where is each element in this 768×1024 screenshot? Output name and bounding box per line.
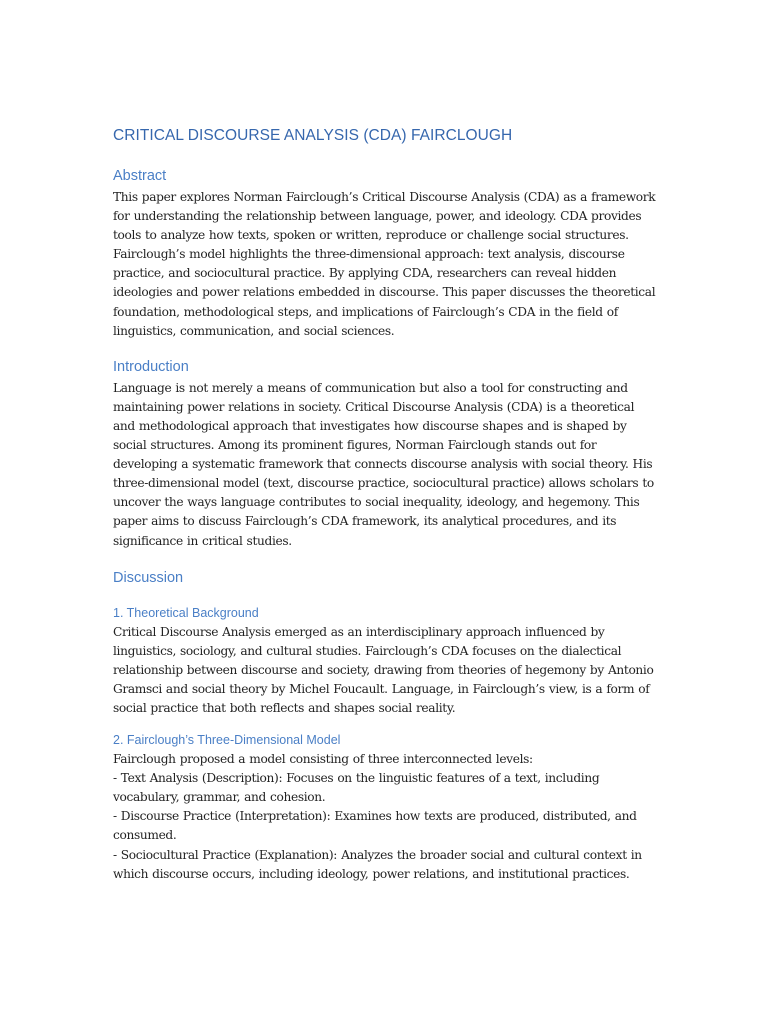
- introduction-line: three-dimensional model (text, discourse practice, sociocultural practice) allows scholars to: [113, 476, 654, 491]
- theoretical-background-line: social practice that both reflects and shapes social reality.: [113, 700, 456, 715]
- three-dimensional-model-line: vocabulary, grammar, and cohesion.: [113, 790, 326, 805]
- abstract-line: practice, and sociocultural practice. By applying CDA, researchers can reveal hidden: [113, 266, 617, 281]
- theoretical-background-line: Critical Discourse Analysis emerged as an interdisciplinary approach influenced by: [113, 624, 605, 639]
- abstract-line: for understanding the relationship between language, power, and ideology. CDA provides: [113, 209, 642, 224]
- theoretical-background-paragraph: [113, 623, 654, 718]
- abstract-line: linguistics, communication, and social sciences.: [113, 323, 395, 338]
- three-dimensional-model-paragraph: [113, 750, 643, 884]
- theoretical-background-line: relationship between discourse and society, drawing from theories of hegemony by Antonio: [113, 662, 654, 677]
- introduction-line: maintaining power relations in society. Critical Discourse Analysis (CDA) is a theoretical: [113, 399, 635, 414]
- introduction-line: developing a systematic framework that connects discourse analysis with social theory. His: [113, 457, 653, 472]
- introduction-paragraph: [113, 379, 654, 551]
- introduction-line: and methodological approach that investigates how discourse shapes and is shaped by: [113, 418, 627, 433]
- theoretical-background-line: linguistics, sociology, and cultural studies. Fairclough’s CDA focuses on the dialectical: [113, 643, 622, 658]
- three-dimensional-model-line: consumed.: [113, 828, 177, 843]
- theoretical-background-subsection: [113, 604, 654, 718]
- introduction-section: [113, 357, 654, 551]
- document-title: CRITICAL DISCOURSE ANALYSIS (CDA) FAIRCLOUGH: [113, 127, 513, 144]
- discussion-heading: Discussion: [113, 569, 184, 586]
- theoretical-background-heading: 1. Theoretical Background: [113, 605, 259, 620]
- introduction-line: significance in critical studies.: [113, 533, 292, 548]
- discussion-section: [113, 568, 654, 884]
- abstract-line: foundation, methodological steps, and implications of Fairclough’s CDA in the field of: [113, 304, 618, 319]
- abstract-line: Fairclough’s model highlights the three-dimensional approach: text analysis, discourse: [113, 247, 625, 262]
- three-dimensional-model-subsection: [113, 731, 643, 884]
- theoretical-background-line: Gramsci and social theory by Michel Foucault. Language, in Fairclough’s view, is a form of: [113, 681, 650, 696]
- abstract-line: This paper explores Norman Fairclough’s Critical Discourse Analysis (CDA) as a framework: [113, 190, 656, 204]
- abstract-heading: Abstract: [113, 168, 167, 184]
- introduction-line: social structures. Among its prominent figures, Norman Fairclough stands out for: [113, 438, 597, 453]
- three-dimensional-model-heading: 2. Fairclough’s Three-Dimensional Model: [113, 733, 341, 748]
- three-dimensional-model-line: - Sociocultural Practice (Explanation): Analyzes the broader social and cultural context in: [113, 847, 642, 862]
- abstract-line: ideologies and power relations embedded in discourse. This paper discusses the theoretical: [113, 285, 656, 300]
- abstract-line: tools to analyze how texts, spoken or written, reproduce or challenge social structures.: [113, 228, 629, 243]
- abstract-paragraph: [113, 188, 656, 341]
- introduction-line: uncover the ways language contributes to social inequality, ideology, and hegemony. This: [113, 495, 640, 510]
- document-page: [113, 126, 656, 884]
- three-dimensional-model-line: - Text Analysis (Description): Focuses on the linguistic features of a text, including: [113, 771, 600, 786]
- introduction-line: Language is not merely a means of communication but also a tool for constructing and: [113, 380, 628, 395]
- introduction-line: paper aims to discuss Fairclough’s CDA framework, its analytical procedures, and its: [113, 514, 617, 529]
- abstract-section: [113, 166, 656, 341]
- three-dimensional-model-line: which discourse occurs, including ideology, power relations, and institutional practices.: [113, 866, 630, 881]
- three-dimensional-model-line: - Discourse Practice (Interpretation): Examines how texts are produced, distributed, and: [113, 809, 637, 824]
- introduction-heading: Introduction: [113, 358, 189, 375]
- three-dimensional-model-line: Fairclough proposed a model consisting of three interconnected levels:: [113, 752, 533, 767]
